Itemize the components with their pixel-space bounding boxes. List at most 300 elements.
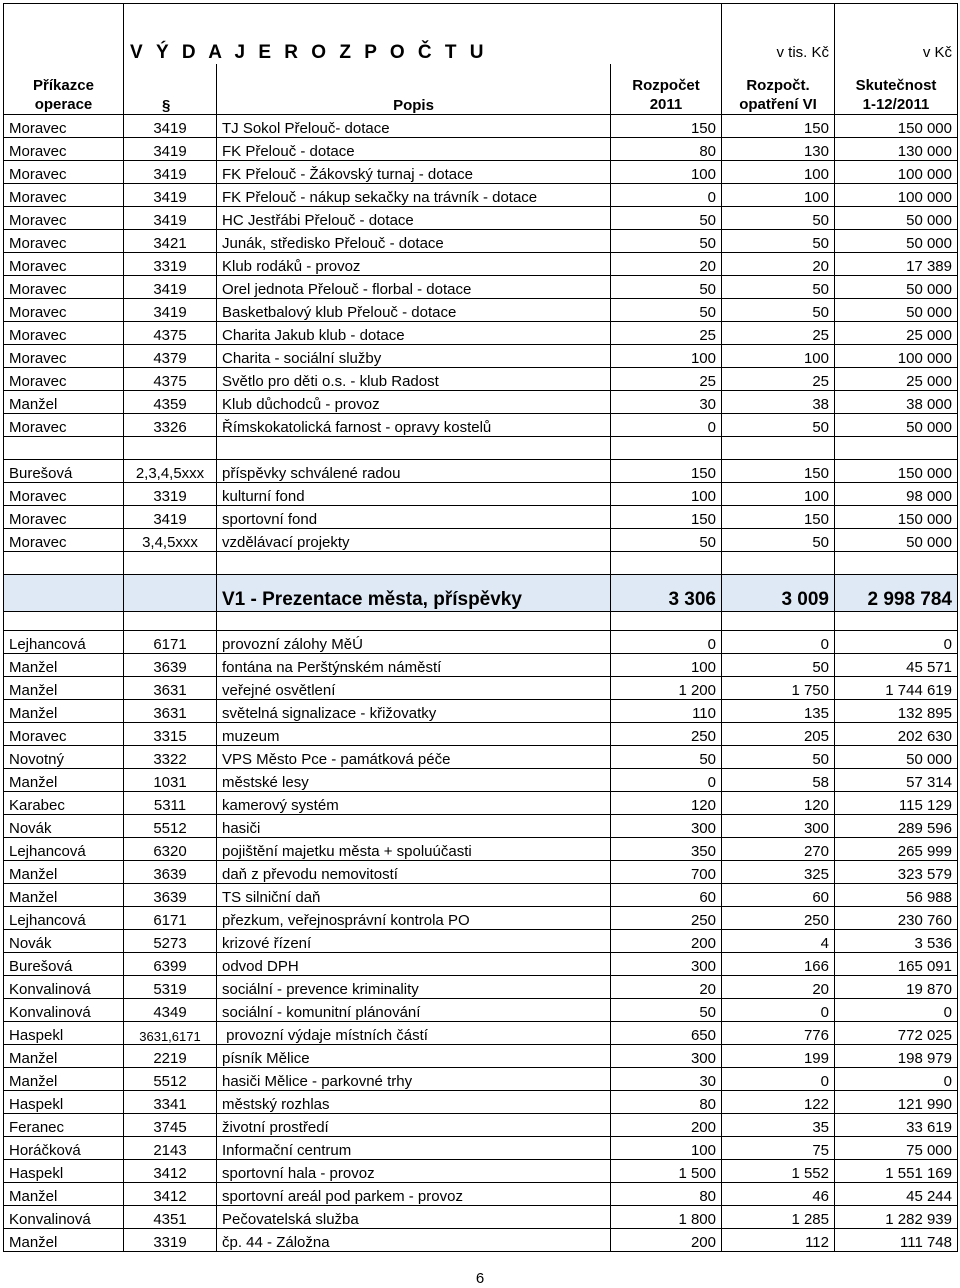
rozpocet-cell: 0 [611,631,722,654]
table-row [4,631,958,654]
rozpocet-cell: 0 [611,184,722,207]
paragraph-code-cell: 3421 [124,230,217,253]
paragraph-code-cell: 3419 [124,299,217,322]
rozpocet-cell: 0 [611,414,722,437]
skutecnost-cell: 0 [835,631,958,654]
rozpocet-cell: 300 [611,815,722,838]
opatreni-cell: 75 [722,1137,835,1160]
paragraph-code-cell: 4359 [124,391,217,414]
col-header-opatreni: Rozpočt. opatření VI [722,64,835,115]
summary-row [4,575,958,612]
opatreni-cell: 20 [722,253,835,276]
skutecnost-cell: 130 000 [835,138,958,161]
opatreni-cell: 300 [722,815,835,838]
skutecnost-cell: 50 000 [835,230,958,253]
skutecnost-cell: 165 091 [835,953,958,976]
table-row [4,391,958,414]
blank-cell [611,612,722,631]
blank-cell [611,552,722,575]
skutecnost-cell: 121 990 [835,1091,958,1114]
rozpocet-cell: 150 [611,115,722,138]
prikazce-cell: Moravec [4,414,124,437]
blank-cell [217,437,611,460]
prikazce-cell: Manžel [4,654,124,677]
prikazce-cell: Moravec [4,483,124,506]
paragraph-code-cell: 6320 [124,838,217,861]
blank-cell [217,552,611,575]
popis-cell: hasiči Mělice - parkovné trhy [217,1068,611,1091]
paragraph-code-cell: 3631 [124,677,217,700]
skutecnost-cell: 56 988 [835,884,958,907]
popis-cell: sociální - komunitní plánování [217,999,611,1022]
popis-cell: muzeum [217,723,611,746]
opatreni-cell: 58 [722,769,835,792]
table-row [4,1022,958,1045]
rozpocet-cell: 100 [611,345,722,368]
prikazce-cell: Novák [4,815,124,838]
rozpocet-cell: 150 [611,460,722,483]
rozpocet-cell: 1 500 [611,1160,722,1183]
rozpocet-cell: 300 [611,1045,722,1068]
table-row [4,1114,958,1137]
popis-cell: kulturní fond [217,483,611,506]
popis-cell: FK Přelouč - Žákovský turnaj - dotace [217,161,611,184]
prikazce-cell: Moravec [4,506,124,529]
popis-cell: příspěvky schválené radou [217,460,611,483]
paragraph-code-cell: 5512 [124,815,217,838]
opatreni-cell: 0 [722,1068,835,1091]
paragraph-code-cell: 3412 [124,1160,217,1183]
paragraph-code-cell: 4375 [124,368,217,391]
blank-cell [835,612,958,631]
blank-cell [124,612,217,631]
opatreni-cell: 199 [722,1045,835,1068]
opatreni-cell: 50 [722,654,835,677]
popis-cell: světelná signalizace - křižovatky [217,700,611,723]
skutecnost-cell: 150 000 [835,460,958,483]
rozpocet-cell: 50 [611,276,722,299]
prikazce-cell: Manžel [4,700,124,723]
header-cell-empty [4,4,124,65]
popis-cell: kamerový systém [217,792,611,815]
opatreni-cell: 50 [722,746,835,769]
skutecnost-cell: 38 000 [835,391,958,414]
popis-cell: provozní výdaje místních částí [217,1022,611,1045]
table-row [4,276,958,299]
opatreni-cell: 100 [722,161,835,184]
skutecnost-cell: 1 282 939 [835,1206,958,1229]
paragraph-code-cell: 5273 [124,930,217,953]
popis-cell: sportovní hala - provoz [217,1160,611,1183]
popis-cell: Orel jednota Přelouč - florbal - dotace [217,276,611,299]
rozpocet-cell: 80 [611,138,722,161]
paragraph-code-cell: 3419 [124,161,217,184]
rozpocet-cell: 120 [611,792,722,815]
blank-cell [4,612,124,631]
prikazce-cell: Moravec [4,230,124,253]
popis-cell: VPS Město Pce - památková péče [217,746,611,769]
popis-cell: Světlo pro děti o.s. - klub Radost [217,368,611,391]
prikazce-cell: Haspekl [4,1160,124,1183]
prikazce-cell: Moravec [4,322,124,345]
rozpocet-cell: 50 [611,999,722,1022]
paragraph-code-cell: 3631 [124,700,217,723]
table-row [4,654,958,677]
paragraph-code-cell: 3639 [124,861,217,884]
skutecnost-cell: 100 000 [835,161,958,184]
skutecnost-cell: 75 000 [835,1137,958,1160]
opatreni-cell: 1 552 [722,1160,835,1183]
opatreni-cell: 120 [722,792,835,815]
table-row [4,815,958,838]
summary-opatreni: 3 009 [722,575,835,612]
paragraph-code-cell: 4375 [124,322,217,345]
table-row [4,345,958,368]
prikazce-cell: Burešová [4,953,124,976]
prikazce-cell: Moravec [4,723,124,746]
rozpocet-cell: 250 [611,907,722,930]
paragraph-code-cell: 3,4,5xxx [124,529,217,552]
popis-cell: městské lesy [217,769,611,792]
popis-cell: fontána na Perštýnském náměstí [217,654,611,677]
opatreni-cell: 122 [722,1091,835,1114]
rozpocet-cell: 0 [611,769,722,792]
skutecnost-cell: 25 000 [835,322,958,345]
table-row [4,700,958,723]
prikazce-cell: Konvalinová [4,1206,124,1229]
table-row [4,1183,958,1206]
skutecnost-cell: 98 000 [835,483,958,506]
opatreni-cell: 50 [722,207,835,230]
paragraph-code-cell: 3419 [124,184,217,207]
opatreni-cell: 112 [722,1229,835,1252]
prikazce-cell: Konvalinová [4,976,124,999]
table-row [4,1091,958,1114]
opatreni-cell: 50 [722,276,835,299]
table-row [4,460,958,483]
prikazce-cell: Novák [4,930,124,953]
opatreni-cell: 135 [722,700,835,723]
prikazce-cell: Moravec [4,184,124,207]
opatreni-cell: 25 [722,368,835,391]
skutecnost-cell: 33 619 [835,1114,958,1137]
table-row [4,930,958,953]
popis-cell: Informační centrum [217,1137,611,1160]
rozpocet-cell: 110 [611,700,722,723]
prikazce-cell: Konvalinová [4,999,124,1022]
paragraph-code-cell: 3326 [124,414,217,437]
opatreni-cell: 20 [722,976,835,999]
opatreni-cell: 0 [722,999,835,1022]
skutecnost-cell: 19 870 [835,976,958,999]
prikazce-cell: Moravec [4,345,124,368]
prikazce-cell: Moravec [4,207,124,230]
prikazce-cell: Manžel [4,861,124,884]
paragraph-code-cell: 3639 [124,654,217,677]
table-row [4,953,958,976]
paragraph-code-cell: 3745 [124,1114,217,1137]
opatreni-cell: 150 [722,506,835,529]
paragraph-code-cell: 3322 [124,746,217,769]
opatreni-cell: 1 285 [722,1206,835,1229]
popis-cell: městský rozhlas [217,1091,611,1114]
table-row [4,746,958,769]
blank-cell [4,437,124,460]
blank-cell [4,552,124,575]
opatreni-cell: 130 [722,138,835,161]
paragraph-code-cell: 5319 [124,976,217,999]
rozpocet-cell: 1 200 [611,677,722,700]
opatreni-cell: 50 [722,299,835,322]
popis-cell: FK Přelouč - dotace [217,138,611,161]
page-title: V Ý D A J E R O Z P O Č T U [124,4,722,65]
col-header-paragraph: § [124,64,217,115]
prikazce-cell: Manžel [4,1183,124,1206]
blank-cell [124,437,217,460]
popis-cell: daň z převodu nemovitostí [217,861,611,884]
prikazce-cell: Haspekl [4,1091,124,1114]
prikazce-cell: Burešová [4,460,124,483]
table-row [4,161,958,184]
blank-cell [835,437,958,460]
paragraph-code-cell: 3319 [124,253,217,276]
paragraph-code-cell: 1031 [124,769,217,792]
rozpocet-cell: 250 [611,723,722,746]
skutecnost-cell: 198 979 [835,1045,958,1068]
paragraph-code-cell: 3419 [124,506,217,529]
paragraph-code-cell: 3419 [124,276,217,299]
opatreni-cell: 46 [722,1183,835,1206]
skutecnost-cell: 3 536 [835,930,958,953]
col-header-prikazce: Příkazce operace [4,64,124,115]
rozpocet-cell: 50 [611,746,722,769]
skutecnost-cell: 150 000 [835,115,958,138]
rozpocet-cell: 25 [611,322,722,345]
table-row [4,184,958,207]
popis-cell: TS silniční daň [217,884,611,907]
paragraph-code-cell: 5311 [124,792,217,815]
popis-cell: životní prostředí [217,1114,611,1137]
paragraph-code-cell: 3341 [124,1091,217,1114]
table-row [4,976,958,999]
paragraph-code-cell: 3419 [124,138,217,161]
skutecnost-cell: 265 999 [835,838,958,861]
skutecnost-cell: 1 744 619 [835,677,958,700]
table-row [4,1206,958,1229]
skutecnost-cell: 1 551 169 [835,1160,958,1183]
blank-cell [722,437,835,460]
table-row [4,253,958,276]
skutecnost-cell: 57 314 [835,769,958,792]
opatreni-cell: 60 [722,884,835,907]
popis-cell: přezkum, veřejnosprávní kontrola PO [217,907,611,930]
skutecnost-cell: 0 [835,1068,958,1091]
rozpocet-cell: 80 [611,1091,722,1114]
opatreni-cell: 35 [722,1114,835,1137]
popis-cell: provozní zálohy MěÚ [217,631,611,654]
prikazce-cell: Lejhancová [4,631,124,654]
rozpocet-cell: 700 [611,861,722,884]
paragraph-code-cell: 4349 [124,999,217,1022]
paragraph-code-cell: 6171 [124,631,217,654]
blank-cell [611,437,722,460]
paragraph-code-cell: 6399 [124,953,217,976]
popis-cell: HC Jestřábi Přelouč - dotace [217,207,611,230]
prikazce-cell: Haspekl [4,1022,124,1045]
prikazce-cell: Moravec [4,253,124,276]
skutecnost-cell: 289 596 [835,815,958,838]
popis-cell: vzdělávací projekty [217,529,611,552]
skutecnost-cell: 150 000 [835,506,958,529]
opatreni-cell: 100 [722,184,835,207]
opatreni-cell: 4 [722,930,835,953]
skutecnost-cell: 323 579 [835,861,958,884]
skutecnost-cell: 45 571 [835,654,958,677]
blank-row [4,552,958,575]
rozpocet-cell: 60 [611,884,722,907]
rozpocet-cell: 100 [611,1137,722,1160]
popis-cell: Charita Jakub klub - dotace [217,322,611,345]
popis-cell: písník Mělice [217,1045,611,1068]
prikazce-cell: Manžel [4,1045,124,1068]
table-row [4,792,958,815]
table-row [4,115,958,138]
table-row [4,769,958,792]
opatreni-cell: 150 [722,460,835,483]
skutecnost-cell: 50 000 [835,299,958,322]
rozpocet-cell: 200 [611,1114,722,1137]
prikazce-cell: Novotný [4,746,124,769]
skutecnost-cell: 100 000 [835,184,958,207]
table-row [4,1229,958,1252]
popis-cell: Pečovatelská služba [217,1206,611,1229]
page-number: 6 [475,1270,485,1287]
table-row [4,677,958,700]
popis-cell: Klub důchodců - provoz [217,391,611,414]
popis-cell: pojištění majetku města + spoluúčasti [217,838,611,861]
rozpocet-cell: 30 [611,1068,722,1091]
rozpocet-cell: 50 [611,207,722,230]
table-row [4,414,958,437]
opatreni-cell: 205 [722,723,835,746]
popis-cell: krizové řízení [217,930,611,953]
popis-cell: TJ Sokol Přelouč- dotace [217,115,611,138]
table-row [4,1045,958,1068]
prikazce-cell: Feranec [4,1114,124,1137]
col-header-popis: Popis [217,64,611,115]
prikazce-cell: Manžel [4,391,124,414]
popis-cell: čp. 44 - Záložna [217,1229,611,1252]
paragraph-code-cell: 3419 [124,115,217,138]
paragraph-code-cell: 3639 [124,884,217,907]
blank-cell [722,552,835,575]
header-row-columns [4,64,958,115]
paragraph-code-cell: 3631,6171 [124,1022,217,1045]
table-row [4,207,958,230]
opatreni-cell: 150 [722,115,835,138]
popis-cell: odvod DPH [217,953,611,976]
prikazce-cell: Moravec [4,161,124,184]
skutecnost-cell: 50 000 [835,276,958,299]
prikazce-cell: Manžel [4,677,124,700]
prikazce-cell: Lejhancová [4,907,124,930]
prikazce-cell: Moravec [4,276,124,299]
rozpocet-cell: 350 [611,838,722,861]
summary-rozpocet: 3 306 [611,575,722,612]
table-row [4,838,958,861]
opatreni-cell: 270 [722,838,835,861]
blank-cell [124,552,217,575]
skutecnost-cell: 25 000 [835,368,958,391]
table-row [4,230,958,253]
summary-empty-cell [124,575,217,612]
opatreni-cell: 325 [722,861,835,884]
col-header-skutecnost: Skutečnost 1-12/2011 [835,64,958,115]
table-row [4,1137,958,1160]
skutecnost-cell: 0 [835,999,958,1022]
table-row [4,529,958,552]
prikazce-cell: Moravec [4,529,124,552]
opatreni-cell: 38 [722,391,835,414]
header-row-top [4,4,958,65]
summary-empty-cell [4,575,124,612]
opatreni-cell: 50 [722,230,835,253]
table-row [4,861,958,884]
rozpocet-cell: 100 [611,483,722,506]
paragraph-code-cell: 3419 [124,207,217,230]
prikazce-cell: Manžel [4,1229,124,1252]
rozpocet-cell: 150 [611,506,722,529]
summary-label: V1 - Prezentace města, příspěvky [217,575,611,612]
paragraph-code-cell: 3319 [124,483,217,506]
prikazce-cell: Moravec [4,368,124,391]
popis-cell: sportovní fond [217,506,611,529]
popis-cell: Charita - sociální služby [217,345,611,368]
skutecnost-cell: 202 630 [835,723,958,746]
table-row [4,322,958,345]
table-row [4,884,958,907]
opatreni-cell: 0 [722,631,835,654]
opatreni-cell: 100 [722,345,835,368]
skutecnost-cell: 111 748 [835,1229,958,1252]
summary-skutecnost: 2 998 784 [835,575,958,612]
rozpocet-cell: 50 [611,230,722,253]
opatreni-cell: 166 [722,953,835,976]
prikazce-cell: Lejhancová [4,838,124,861]
table-row [4,138,958,161]
skutecnost-cell: 50 000 [835,529,958,552]
prikazce-cell: Moravec [4,138,124,161]
skutecnost-cell: 50 000 [835,414,958,437]
popis-cell: hasiči [217,815,611,838]
rozpocet-cell: 50 [611,529,722,552]
table-row [4,368,958,391]
skutecnost-cell: 772 025 [835,1022,958,1045]
opatreni-cell: 25 [722,322,835,345]
rozpocet-cell: 200 [611,930,722,953]
opatreni-cell: 50 [722,529,835,552]
table-row [4,1068,958,1091]
popis-cell: Římskokatolická farnost - opravy kostelů [217,414,611,437]
rozpocet-cell: 50 [611,299,722,322]
popis-cell: Junák, středisko Přelouč - dotace [217,230,611,253]
rozpocet-cell: 20 [611,253,722,276]
blank-row [4,437,958,460]
prikazce-cell: Moravec [4,299,124,322]
rozpocet-cell: 20 [611,976,722,999]
popis-cell: sportovní areál pod parkem - provoz [217,1183,611,1206]
opatreni-cell: 776 [722,1022,835,1045]
